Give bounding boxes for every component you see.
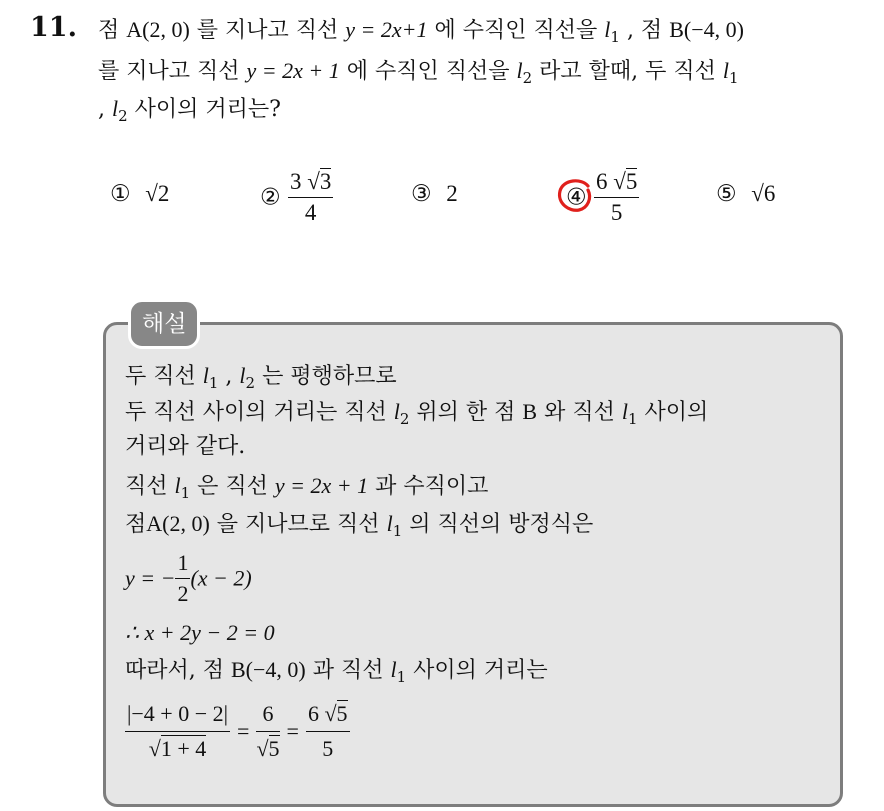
solution-tag: 해설: [128, 299, 200, 349]
question-line-2: 를 지나고 직선 y = 2x + 1 에 수직인 직선을 $l_2$ 라고 할때, 두 직선 $l_1$: [98, 58, 739, 87]
solution-line-1: 두 직선 $l_1$ , $l_2$ 는 평행하므로: [125, 363, 397, 392]
six-over-root-five-fraction: $\frac{6}{√5}$: [256, 697, 279, 766]
half-fraction: $\frac{1}{2}$: [177, 550, 189, 606]
question-line-3: , $l_2$ 사이의 거리는?: [98, 96, 281, 125]
question-number: 11.: [30, 12, 77, 43]
solution-line-6: y = − $\frac{1}{2}$ (x − 2): [125, 548, 252, 609]
solution-line-8: 따라서, 점 B(−4, 0) 과 직선 $l_1$ 사이의 거리는: [125, 657, 548, 686]
choice-5[interactable]: ⑤ √6: [716, 181, 776, 207]
solution-line-4: 직선 $l_1$ 은 직선 y = 2x + 1 과 수직이고: [125, 473, 489, 502]
solution-line-2: 두 직선 사이의 거리는 직선 $l_2$ 위의 한 점 B 와 직선 $l_1$ 사이의: [125, 399, 709, 428]
solution-line-3: 거리와 같다.: [125, 434, 246, 459]
choice-2-fraction: $\frac{3 √3}{4}$: [289, 169, 332, 225]
choice-3[interactable]: ③ 2: [411, 181, 458, 207]
final-fraction: $\frac{6 √5}{5}$: [306, 697, 350, 766]
choice-4[interactable]: ④ $\frac{6 √5}{5}$: [566, 167, 639, 228]
solution-line-5: 점A(2, 0) 을 지나므로 직선 $l_1$ 의 직선의 방정식은: [125, 511, 594, 540]
solution-line-9: $\frac{|-4 + 0 - 2|}{√1 + 4}$ = $\frac{6}{√5}$ = $\frac{6 √5}{5}$: [125, 697, 350, 766]
question-line-1: 점 A(2, 0) 를 지나고 직선 y = 2x+1 에 수직인 직선을 $l_1$ , 점 B(−4, 0): [98, 17, 744, 46]
solution-line-7: ∴ x + 2y − 2 = 0: [125, 620, 275, 645]
distance-fraction: $\frac{|-4 + 0 - 2|}{√1 + 4}$: [125, 697, 230, 766]
choice-1[interactable]: ① √2: [110, 181, 170, 207]
choice-2[interactable]: ② $\frac{3 √3}{4}$: [260, 167, 333, 228]
choice-4-fraction: $\frac{6 √5}{5}$: [595, 169, 638, 225]
